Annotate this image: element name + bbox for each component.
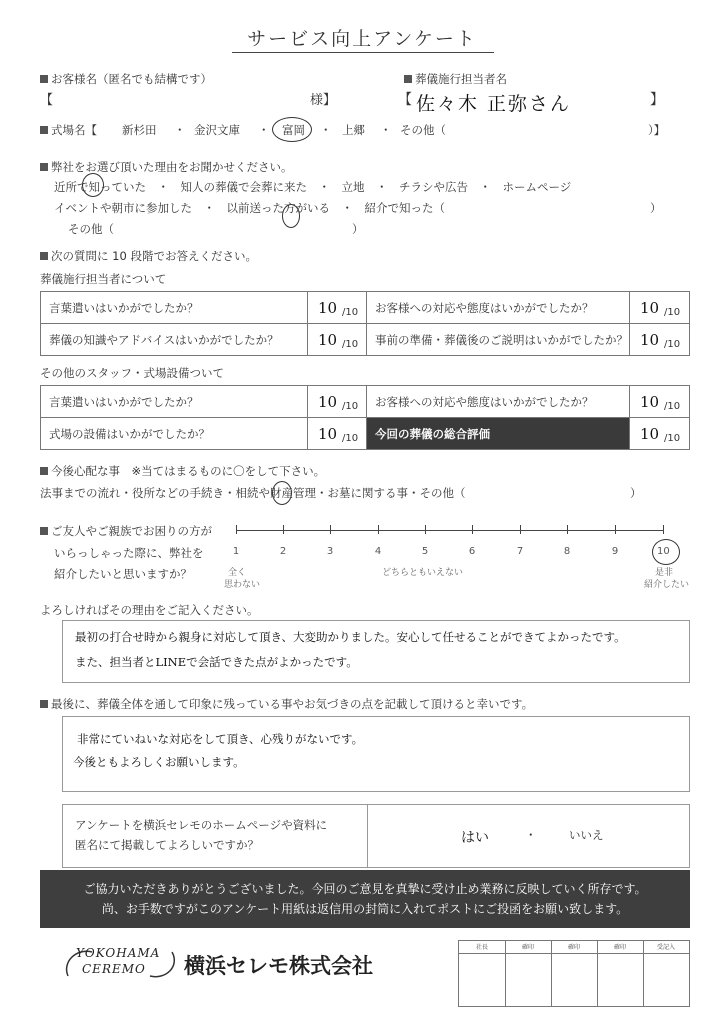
impression-line: 非常にていねいな対応をして頂き、心残りがないです。 xyxy=(77,732,364,746)
footer-banner xyxy=(40,870,690,928)
reason-heading: 弊社をお選び頂いた理由をお聞かせください。 xyxy=(40,160,293,174)
venue-separator: ・ xyxy=(174,123,186,137)
other-section-heading: その他のスタッフ・式場設備ついて xyxy=(40,366,224,380)
logo-line: YOKOHAMA xyxy=(76,946,161,960)
venue-option-kamigo: 上郷 xyxy=(342,123,365,137)
rating-denominator: /10 xyxy=(342,307,359,318)
reason-options-line3: その他（ xyxy=(68,222,114,236)
rating-denominator: /10 xyxy=(342,433,359,444)
impression-box xyxy=(62,716,690,792)
reason-options-line2: イベントや朝市に参加した ・ 以前送った方がいる ・ 紹介で知った（ xyxy=(54,201,445,215)
scale-number: 5 xyxy=(421,546,429,557)
permission-divider xyxy=(367,805,368,867)
venue-selected-circle xyxy=(272,117,312,142)
scale-number: 10 xyxy=(657,546,670,557)
rating-question: 言葉遣いはいかがでしたか？ xyxy=(49,395,199,409)
logo-line: CEREMO xyxy=(82,962,146,976)
stamp-header: 受記入 xyxy=(656,944,675,951)
impression-heading: 最後に、葬儀全体を通して印象に残っている事やお気づきの点を記載して頂けると幸いです。 xyxy=(40,697,533,711)
footer-line: ご協力いただきありがとうございました。今回のご意見を真摯に受け止め業務に反映していく所存です。 xyxy=(83,882,647,896)
permission-separator: ・ xyxy=(525,828,537,842)
reason-circle-mark-2 xyxy=(282,204,300,228)
staff-name-handwritten: 佐々木 正弥さん xyxy=(416,93,572,115)
scale-high-label: 是非 xyxy=(655,568,674,578)
rating-denominator: /10 xyxy=(664,433,681,444)
concerns-circle-mark xyxy=(272,481,292,505)
venue-separator: ・ xyxy=(258,123,270,137)
square-bullet-icon xyxy=(40,467,48,475)
rating-answer: 10 xyxy=(318,331,338,349)
scale-mid-label: どちらともいえない xyxy=(382,568,464,578)
venue-separator: ・ xyxy=(320,123,332,137)
scale-high-label: 紹介したい xyxy=(644,580,690,590)
rating-denominator: /10 xyxy=(342,339,359,350)
stamp-header: 社長 xyxy=(475,944,488,951)
stamp-box xyxy=(458,940,690,1007)
customer-honorific: 様】 xyxy=(310,93,337,108)
staff-bracket-open: 【 xyxy=(398,92,412,108)
company-name: 横浜セレモ株式会社 xyxy=(184,953,373,978)
venue-option-kanazawabunko: 金沢文庫 xyxy=(194,123,240,137)
scale-number: 3 xyxy=(326,546,334,557)
venue-label: 式場名【 xyxy=(40,123,97,137)
concerns-close: ） xyxy=(630,486,642,500)
venue-separator: ・ xyxy=(380,123,392,137)
square-bullet-icon xyxy=(40,163,48,171)
overall-rating-question: 今回の葬儀の総合評価 xyxy=(375,427,490,441)
scale-number: 1 xyxy=(232,546,240,557)
rating-row xyxy=(40,417,690,449)
rating-question: 事前の準備・葬儀後のご説明はいかがでしたか？ xyxy=(375,333,628,347)
rating-question: お客様への対応や態度はいかがでしたか？ xyxy=(375,301,594,315)
scale-number: 9 xyxy=(611,546,619,557)
scale-tick xyxy=(330,525,331,534)
rating-question: お客様への対応や態度はいかがでしたか？ xyxy=(375,395,594,409)
rating-denominator: /10 xyxy=(664,339,681,350)
permission-question: アンケートを横浜セレモのホームページや資料に xyxy=(75,818,328,832)
scale-tick xyxy=(663,525,664,534)
reason-text-box xyxy=(62,620,690,683)
venue-close: ）】 xyxy=(648,123,666,137)
square-bullet-icon xyxy=(40,126,48,134)
scale-low-label: 全く xyxy=(228,568,247,578)
recommend-line3: 紹介したいと思いますか？ xyxy=(54,567,192,581)
rating-denominator: /10 xyxy=(664,307,681,318)
recommend-line2: いらっしゃった際に、弊社を xyxy=(54,546,204,560)
rating-denominator: /10 xyxy=(342,401,359,412)
company-logo xyxy=(62,944,180,984)
venue-option-tomioka: 富岡 xyxy=(282,123,305,137)
rating-answer: 10 xyxy=(318,425,338,443)
scale-number: 7 xyxy=(516,546,524,557)
stamp-header: 確印 xyxy=(567,944,580,951)
scale-tick xyxy=(567,525,568,534)
reason-circle-mark xyxy=(82,173,104,197)
page-title: サービス向上アンケート xyxy=(247,28,477,50)
scale-tick xyxy=(378,525,379,534)
rating-question: 式場の設備はいかがでしたか？ xyxy=(49,427,210,441)
rating-row xyxy=(40,385,690,417)
customer-bracket-open: 【 xyxy=(40,93,54,108)
rating-question: 言葉遣いはいかがでしたか？ xyxy=(49,301,199,315)
square-bullet-icon xyxy=(404,75,412,83)
reason-text-line: また、担当者とLINEで会話できた点がよかったです。 xyxy=(75,655,358,669)
venue-option-shinsugita: 新杉田 xyxy=(122,123,157,137)
reason-text-heading: よろしければその理由をご記入ください。 xyxy=(40,603,259,617)
concerns-heading: 今後心配な事 ※当てはまるものに〇をして下さい。 xyxy=(40,464,325,478)
title-underline xyxy=(232,52,494,53)
scale-selected-circle xyxy=(652,539,680,565)
scale-line xyxy=(236,530,664,531)
permission-yes: はい xyxy=(461,830,489,846)
scale-number: 8 xyxy=(563,546,571,557)
impression-line: 今後ともよろしくお願いします。 xyxy=(73,755,245,769)
rating-answer: 10 xyxy=(318,393,338,411)
permission-box xyxy=(62,804,690,868)
square-bullet-icon xyxy=(40,75,48,83)
reason-text-line: 最初の打合せ時から親身に対応して頂き、大変助かりました。安心して任せることができてよかったです。 xyxy=(75,630,626,644)
scale-tick xyxy=(425,525,426,534)
square-bullet-icon xyxy=(40,252,48,260)
customer-name-label: お客様名（匿名でも結構です） xyxy=(40,72,212,86)
scale-number: 6 xyxy=(468,546,476,557)
reason-line2-close: ） xyxy=(650,201,662,215)
permission-question: 匿名にて掲載してよろしいですか？ xyxy=(75,838,259,852)
footer-line: 尚、お手数ですがこのアンケート用紙は返信用の封筒に入れてポストにご投函をお願い致します。 xyxy=(101,902,629,916)
rating-question: 葬儀の知識やアドバイスはいかがでしたか？ xyxy=(49,333,279,347)
reason-line3-close: ） xyxy=(352,222,364,236)
square-bullet-icon xyxy=(40,700,48,708)
rating-denominator: /10 xyxy=(664,401,681,412)
rating-row xyxy=(40,323,690,355)
scale-tick xyxy=(236,525,237,534)
rating-answer: 10 xyxy=(640,299,660,317)
scale-number: 4 xyxy=(374,546,382,557)
scale-number: 2 xyxy=(279,546,287,557)
scale-tick xyxy=(283,525,284,534)
rating-row xyxy=(40,291,690,323)
rating-answer: 10 xyxy=(640,331,660,349)
permission-no: いいえ xyxy=(569,828,604,842)
venue-option-other: その他（ xyxy=(400,123,446,137)
rating-answer: 10 xyxy=(640,393,660,411)
staff-name-label: 葬儀施行担当者名 xyxy=(404,72,507,86)
scale-tick xyxy=(520,525,521,534)
rating-answer: 10 xyxy=(640,425,660,443)
stamp-header: 確印 xyxy=(613,944,626,951)
scale-low-label: 思わない xyxy=(224,580,261,590)
overall-rating-header xyxy=(366,417,630,450)
staff-section-heading: 葬儀施行担当者について xyxy=(40,272,167,286)
scale-tick xyxy=(472,525,473,534)
rating-answer: 10 xyxy=(318,299,338,317)
square-bullet-icon xyxy=(40,527,48,535)
staff-bracket-close: 】 xyxy=(650,92,664,108)
rating-heading: 次の質問に 10 段階でお答えください。 xyxy=(40,249,257,263)
stamp-header: 確印 xyxy=(521,944,534,951)
concerns-options: 法事までの流れ・役所などの手続き・相続や財産管理・お墓に関する事・その他（ xyxy=(40,486,466,500)
scale-tick xyxy=(615,525,616,534)
reason-options-line1: 近所で知っていた ・ 知人の葬儀で会葬に来た ・ 立地 ・ チラシや広告 ・ ホームページ xyxy=(54,180,572,194)
recommend-heading: ご友人やご親族でお困りの方が xyxy=(40,524,212,538)
